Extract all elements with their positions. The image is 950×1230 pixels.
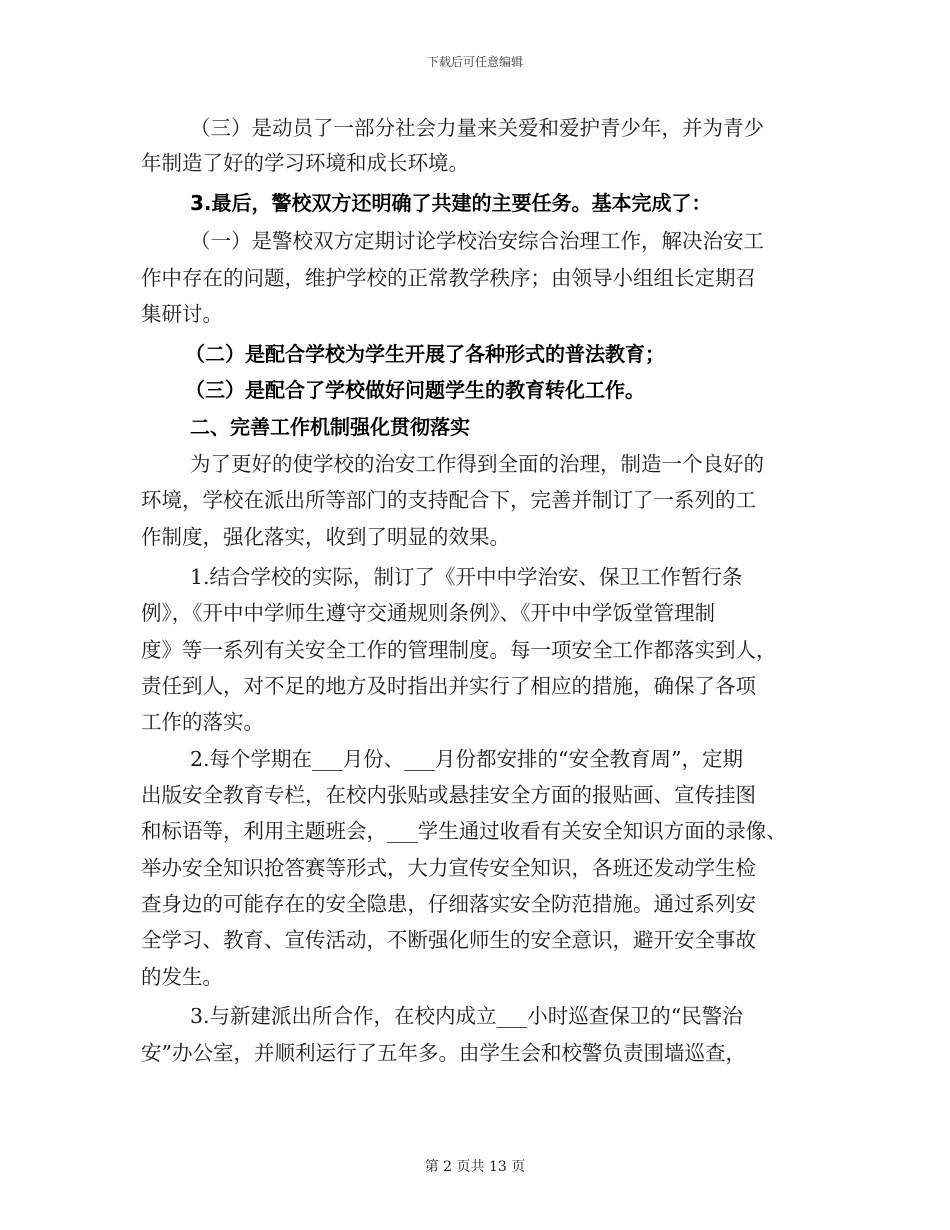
body-line-bold: （三）是配合了学校做好问题学生的教育转化工作。 xyxy=(185,378,645,402)
body-line: 1.结合学校的实际，制订了《开中中学治安、保卫工作暂行条 xyxy=(190,565,743,589)
body-line-bold: （二）是配合学校为学生开展了各种形式的普法教育； xyxy=(185,342,665,366)
body-line: 的发生。 xyxy=(141,965,223,989)
body-line: 2.每个学期在___月份、___月份都安排的“安全教育周”，定期 xyxy=(190,747,744,771)
body-line: 作制度，强化落实，收到了明显的效果。 xyxy=(141,525,510,549)
body-line: （三）是动员了一部分社会力量来关爱和爱护青少年，并为青少 xyxy=(190,116,764,140)
body-line: 出版安全教育专栏，在校内张贴或悬挂安全方面的报贴画、宣传挂图 xyxy=(141,783,756,807)
body-line: 度》等一系列有关安全工作的管理制度。每一项安全工作都落实到人， xyxy=(141,638,777,662)
body-line: 和标语等，利用主题班会，___学生通过收看有关安全知识方面的录像、 xyxy=(141,819,787,843)
page-footer: 第 2 页共 13 页 xyxy=(424,1159,526,1175)
body-line: 环境，学校在派出所等部门的支持配合下，完善并制订了一系列的工 xyxy=(141,488,756,512)
body-line-bold: 3.最后，警校双方还明确了共建的主要任务。基本完成了： xyxy=(190,191,712,215)
section-heading: 二、完善工作机制强化贯彻落实 xyxy=(190,415,470,439)
body-line: 责任到人，对不足的地方及时指出并实行了相应的措施，确保了各项 xyxy=(141,674,756,698)
body-line: 为了更好的使学校的治安工作得到全面的治理，制造一个良好的 xyxy=(190,452,764,476)
body-line: 集研讨。 xyxy=(141,302,223,326)
body-line: 作中存在的问题，维护学校的正常教学秩序；由领导小组组长定期召 xyxy=(141,266,756,290)
body-line: （一）是警校双方定期讨论学校治安综合治理工作，解决治安工 xyxy=(190,229,764,253)
body-line: 年制造了好的学习环境和成长环境。 xyxy=(141,151,469,175)
body-line: 举办安全知识抢答赛等形式，大力宣传安全知识，各班还发动学生检 xyxy=(141,856,756,880)
body-line: 全学习、教育、宣传活动，不断强化师生的安全意识，避开安全事故 xyxy=(141,928,756,952)
body-line: 3.与新建派出所合作，在校内成立___小时巡查保卫的“民警治 xyxy=(190,1004,743,1028)
page-header: 下载后可任意编辑 xyxy=(426,55,523,69)
body-line: 安”办公室，并顺利运行了五年多。由学生会和校警负责围墙巡查， xyxy=(141,1041,746,1065)
body-line: 例》，《开中中学师生遵守交通规则条例》、《开中中学饭堂管理制 xyxy=(141,601,715,625)
body-line: 查身边的可能存在的安全隐患，仔细落实安全防范措施。通过系列安 xyxy=(141,892,756,916)
body-line: 工作的落实。 xyxy=(141,710,264,734)
